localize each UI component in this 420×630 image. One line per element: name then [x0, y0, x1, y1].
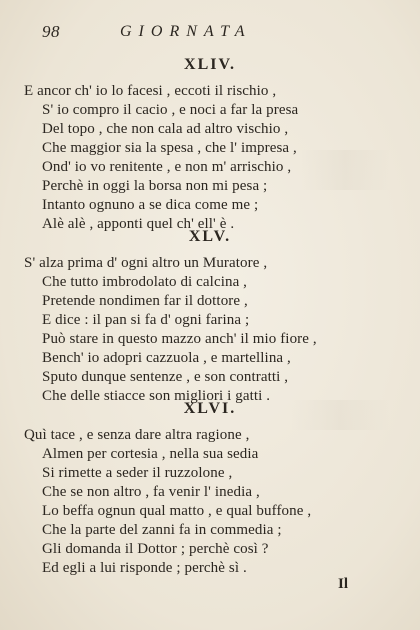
verse-line: Lo beffa ognun qual matto , e qual buffone ,: [42, 503, 312, 519]
verse-line: Ed egli a lui risponde ; perchè sì .: [42, 560, 247, 576]
verse-line: Sputo dunque sentenze , e son contratti ,: [42, 369, 289, 385]
verse-line: E dice : il pan si fa d' ogni farina ;: [42, 312, 250, 328]
verse-line: Gli domanda il Dottor ; perchè così ?: [42, 541, 269, 557]
verse-line: Pretende nondimen far il dottore ,: [42, 293, 248, 309]
verse-line: S' io compro il cacio , e noci a far la presa: [42, 102, 299, 118]
verse-line: Che tutto imbrodolato di calcina ,: [42, 274, 248, 290]
show-through-shading: [300, 150, 390, 190]
verse-line: Quì tace , e senza dare altra ragione ,: [24, 427, 250, 443]
verse-line: Può stare in questo mazzo anch' il mio fiore ,: [42, 331, 317, 347]
stanza-numeral: XLIV.: [184, 56, 236, 73]
verse-line: Che maggior sia la spesa , che l' impresa ,: [42, 140, 297, 156]
running-title: GIORNATA: [120, 23, 252, 40]
verse-line: Che se non altro , fa venir l' inedia ,: [42, 484, 260, 500]
verse-line: Si rimette a seder il ruzzolone ,: [42, 465, 233, 481]
stanza-numeral: XLV.: [188, 228, 232, 245]
verse-line: Che la parte del zanni fa in commedia ;: [42, 522, 282, 538]
stanza-numeral: XLVI.: [183, 400, 237, 417]
verse-line: Ond' io vo renitente , e non m' arrischio ,: [42, 159, 292, 175]
verse-line: Bench' io adopri cazzuola , e martellina ,: [42, 350, 291, 366]
verse-line: E ancor ch' io lo facesi , eccoti il rischio ,: [24, 83, 277, 99]
verse-line: Del topo , che non cala ad altro vischio ,: [42, 121, 289, 137]
verse-line: S' alza prima d' ogni altro un Muratore ,: [24, 255, 268, 271]
verse-line: Alè alè , apponti quel ch' ell' è .: [42, 216, 235, 232]
verse-line: Che delle stiacce son migliori i gatti .: [42, 388, 271, 404]
verse-line: Intanto ognuno a se dica come me ;: [42, 197, 259, 213]
running-head: [0, 22, 420, 44]
page-number: 98: [42, 22, 60, 41]
catchword: Il: [338, 576, 349, 592]
verse-line: Perchè in oggi la borsa non mi pesa ;: [42, 178, 268, 194]
verse-line: Almen per cortesia , nella sua sedia: [42, 446, 259, 462]
